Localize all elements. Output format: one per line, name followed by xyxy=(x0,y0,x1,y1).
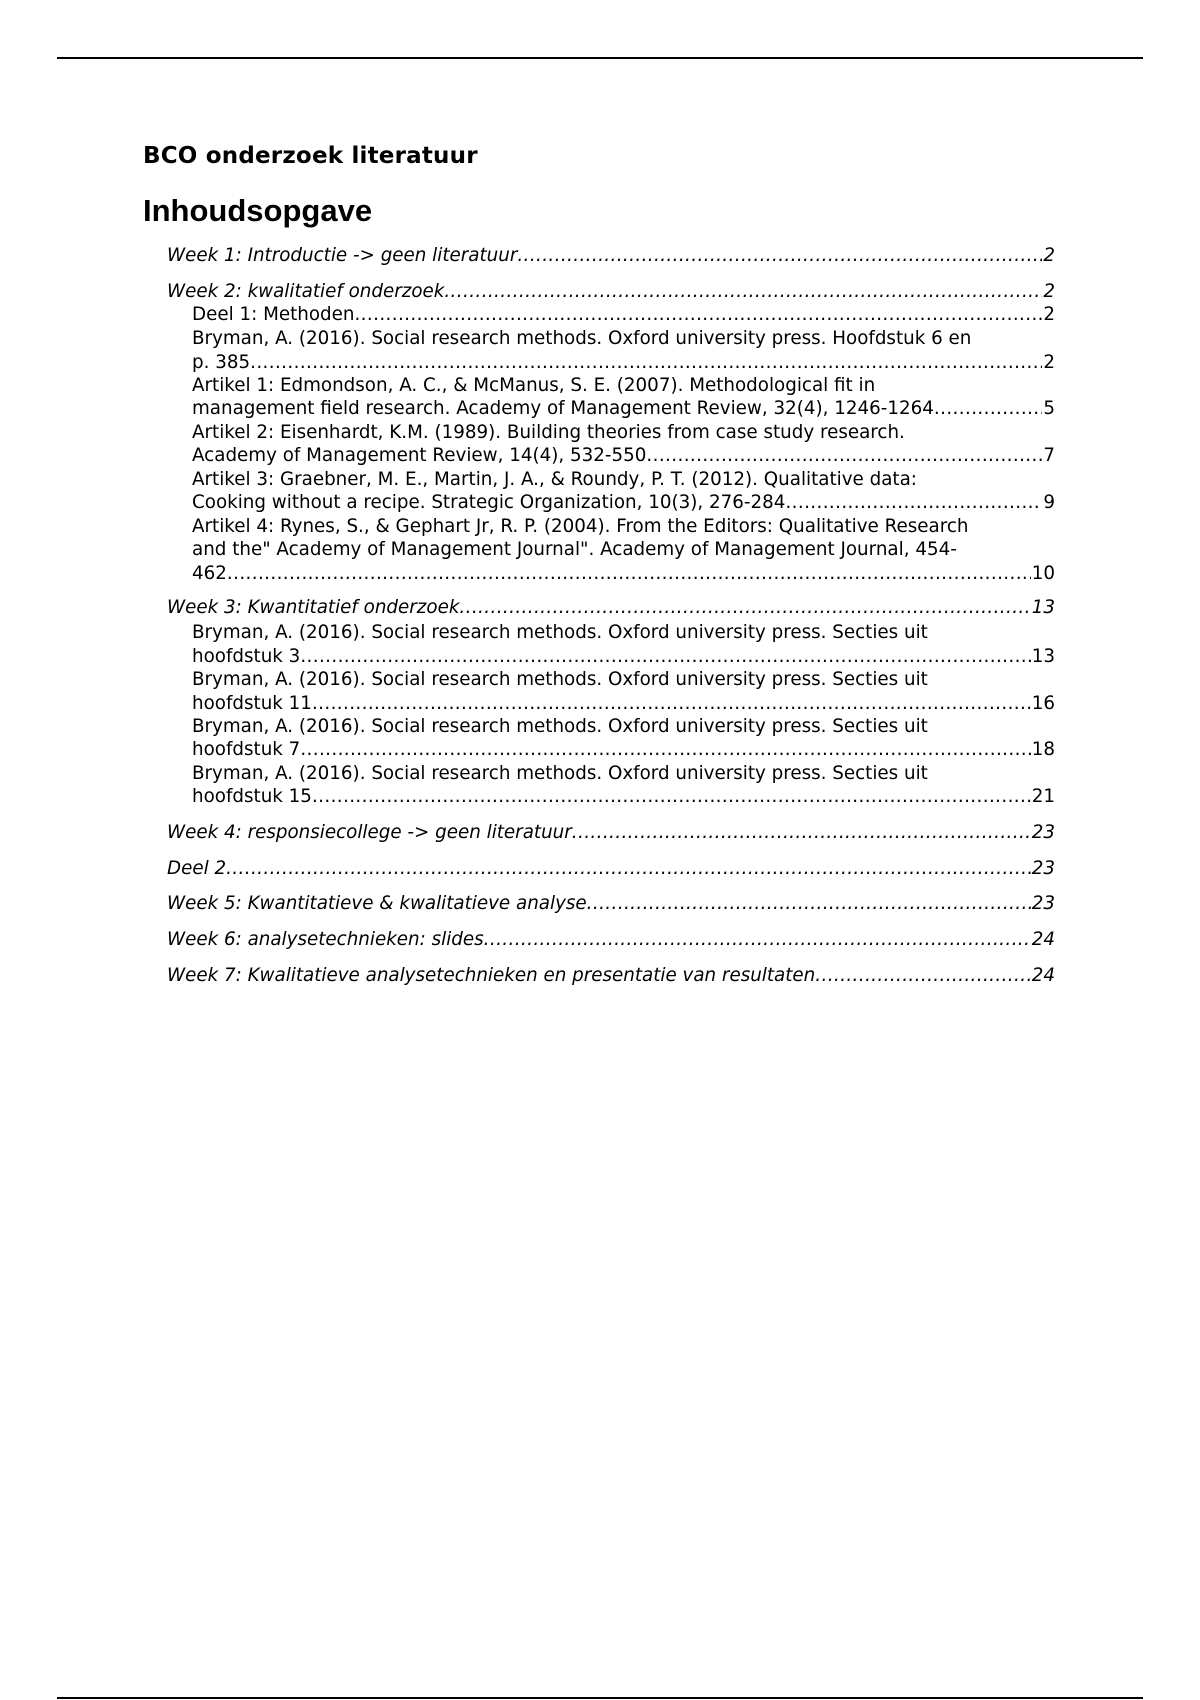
toc-entry-bryman-h7[interactable] xyxy=(192,738,1055,761)
toc-page-number: 18 xyxy=(1031,739,1055,760)
toc-page-number: 5 xyxy=(1043,398,1055,419)
dot-leader xyxy=(300,645,1030,668)
toc-entry-bryman-h6[interactable] xyxy=(192,351,1055,374)
toc-entry-week-7[interactable] xyxy=(167,964,1055,987)
dot-leader xyxy=(646,444,1042,467)
toc-page-number: 23 xyxy=(1031,858,1055,879)
dot-leader xyxy=(312,785,1031,808)
toc-entry-bryman-h11[interactable] xyxy=(192,692,1055,715)
toc-entry-text: Deel 2 xyxy=(167,858,227,879)
toc-page-number: 2 xyxy=(1043,352,1055,373)
toc-page-number: 9 xyxy=(1043,492,1055,513)
toc-entry-text: hoofdstuk 7 xyxy=(192,739,301,760)
toc-entry-week-1[interactable] xyxy=(167,244,1055,267)
dot-leader xyxy=(312,692,1031,715)
toc-entry-text: hoofdstuk 3 xyxy=(192,646,301,667)
document-title: BCO onderzoek literatuur xyxy=(143,143,478,169)
header-rule xyxy=(57,57,1143,59)
toc-entry-week-2[interactable] xyxy=(167,280,1055,303)
toc-entry-text: p. 385 xyxy=(192,352,251,373)
toc-entry-artikel-2[interactable] xyxy=(192,444,1055,467)
toc-entry-bryman-h11-line-1[interactable]: Bryman, A. (2016). Social research methods. Oxford university press. Secties uit xyxy=(192,669,928,690)
dot-leader xyxy=(785,491,1042,514)
toc-page-number: 7 xyxy=(1043,445,1055,466)
toc-entry-text: Week 7: Kwalitatieve analysetechnieken en presentatie van resultaten xyxy=(167,965,816,986)
footer-rule xyxy=(57,1697,1143,1699)
toc-entry-text: Deel 1: Methoden xyxy=(192,304,355,325)
toc-page-number: 13 xyxy=(1031,646,1055,667)
toc-entry-text: Week 4: responsiecollege -> geen literatuur xyxy=(167,822,572,843)
toc-entry-artikel-1[interactable] xyxy=(192,397,1055,420)
toc-entry-text: Week 6: analysetechnieken: slides xyxy=(167,929,484,950)
toc-page-number: 2 xyxy=(1043,281,1055,302)
toc-entry-text: hoofdstuk 11 xyxy=(192,693,312,714)
toc-entry-artikel-1-line-1[interactable]: Artikel 1: Edmondson, A. C., & McManus, S. E. (2007). Methodological fit in xyxy=(192,375,876,396)
toc-page-number: 24 xyxy=(1031,929,1055,950)
dot-leader xyxy=(587,892,1031,915)
toc-entry-deel-1[interactable] xyxy=(192,303,1055,326)
toc-page-number: 2 xyxy=(1043,304,1055,325)
toc-entry-text: 462 xyxy=(192,563,227,584)
toc-page-number: 23 xyxy=(1031,822,1055,843)
toc-entry-week-3[interactable] xyxy=(167,596,1055,619)
toc-entry-artikel-4-line-1[interactable]: Artikel 4: Rynes, S., & Gephart Jr, R. P. (2004). From the Editors: Qualitative Research xyxy=(192,516,969,537)
dot-leader xyxy=(572,821,1031,844)
toc-page-number: 21 xyxy=(1031,786,1055,807)
toc-entry-deel-2[interactable] xyxy=(167,857,1055,880)
toc-page-number: 2 xyxy=(1043,245,1055,266)
toc-entry-bryman-h15[interactable] xyxy=(192,785,1055,808)
dot-leader xyxy=(354,303,1042,326)
toc-page-number: 10 xyxy=(1031,563,1055,584)
toc-entry-bryman-h15-line-1[interactable]: Bryman, A. (2016). Social research methods. Oxford university press. Secties uit xyxy=(192,763,928,784)
dot-leader xyxy=(444,280,1042,303)
toc-entry-bryman-h3-line-1[interactable]: Bryman, A. (2016). Social research methods. Oxford university press. Secties uit xyxy=(192,622,928,643)
toc-entry-artikel-2-line-1[interactable]: Artikel 2: Eisenhardt, K.M. (1989). Building theories from case study research. xyxy=(192,422,905,443)
toc-entry-text: hoofdstuk 15 xyxy=(192,786,312,807)
toc-entry-text: management field research. Academy of Management Review, 32(4), 1246-1264 xyxy=(192,398,934,419)
dot-leader xyxy=(517,244,1042,267)
toc-entry-artikel-3-line-1[interactable]: Artikel 3: Graebner, M. E., Martin, J. A., & Roundy, P. T. (2012). Qualitative data: xyxy=(192,469,917,490)
toc-entry-text: Week 5: Kwantitatieve & kwalitatieve analyse xyxy=(167,893,587,914)
toc-entry-week-5[interactable] xyxy=(167,892,1055,915)
toc-page-number: 23 xyxy=(1031,893,1055,914)
toc-page-number: 24 xyxy=(1031,965,1055,986)
toc-page-number: 13 xyxy=(1031,597,1055,618)
toc-entry-bryman-h3[interactable] xyxy=(192,645,1055,668)
toc-entry-bryman-h6-line-1[interactable]: Bryman, A. (2016). Social research methods. Oxford university press. Hoofdstuk 6 en xyxy=(192,328,972,349)
dot-leader xyxy=(226,857,1031,880)
toc-entry-text: Cooking without a recipe. Strategic Organization, 10(3), 276-284 xyxy=(192,492,786,513)
dot-leader xyxy=(459,596,1030,619)
dot-leader xyxy=(227,562,1031,585)
toc-entry-week-4[interactable] xyxy=(167,821,1055,844)
toc-entry-text: Week 3: Kwantitatief onderzoek xyxy=(167,597,460,618)
toc-page-number: 16 xyxy=(1031,693,1055,714)
toc-entry-artikel-3[interactable] xyxy=(192,491,1055,514)
toc-entry-week-6[interactable] xyxy=(167,928,1055,951)
toc-entry-text: Week 1: Introductie -> geen literatuur xyxy=(167,245,518,266)
dot-leader xyxy=(934,397,1042,420)
toc-entry-text: Academy of Management Review, 14(4), 532-550 xyxy=(192,445,647,466)
toc-entry-artikel-4-line-2[interactable]: and the" Academy of Management Journal". Academy of Management Journal, 454- xyxy=(192,539,957,560)
toc-entry-bryman-h7-line-1[interactable]: Bryman, A. (2016). Social research methods. Oxford university press. Secties uit xyxy=(192,716,928,737)
toc-entry-artikel-4[interactable] xyxy=(192,562,1055,585)
dot-leader xyxy=(484,928,1031,951)
dot-leader xyxy=(300,738,1030,761)
dot-leader xyxy=(250,351,1042,374)
toc-entry-text: Week 2: kwalitatief onderzoek xyxy=(167,281,445,302)
dot-leader xyxy=(815,964,1030,987)
toc-heading: Inhoudsopgave xyxy=(143,193,373,228)
